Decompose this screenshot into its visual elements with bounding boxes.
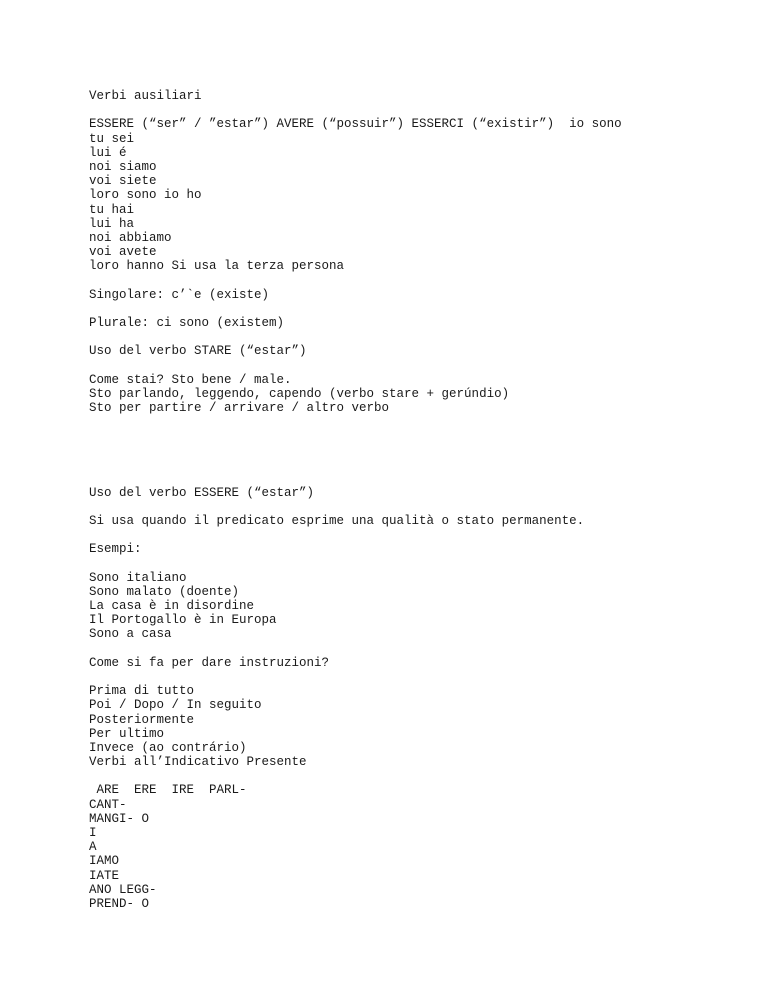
text-line: Come si fa per dare instruzioni?	[89, 655, 330, 670]
text-line: loro sono io ho	[89, 188, 202, 203]
text-line: Invece (ao contrário)	[89, 740, 247, 755]
text-line: Verbi ausiliari	[89, 89, 202, 103]
text-line: lui ha	[89, 216, 135, 231]
text-line: noi siamo	[89, 159, 157, 174]
paragraph	[89, 571, 749, 642]
text-line: Sto parlando, leggendo, capendo (verbo stare + gerúndio)	[89, 386, 510, 401]
paragraph	[89, 89, 749, 103]
text-line: IAMO	[89, 854, 120, 869]
text-line: Plurale: ci sono (existem)	[89, 316, 285, 330]
paragraph	[89, 316, 749, 330]
text-line: ESSERE (“ser” / ”estar”) AVERE (“possuir”) ESSERCI (“existir”) io sono	[89, 117, 622, 132]
document-body	[89, 89, 749, 925]
text-line: voi avete	[89, 245, 157, 260]
text-line: loro hanno Si usa la terza persona	[89, 259, 345, 274]
text-line: A	[89, 840, 97, 855]
paragraph	[89, 373, 749, 416]
text-line: tu hai	[89, 202, 135, 217]
paragraph	[89, 288, 749, 302]
text-line: Singolare: c’`e (existe)	[89, 287, 270, 302]
text-line: IATE	[89, 868, 120, 883]
paragraph	[89, 542, 749, 556]
text-line: Posteriormente	[89, 712, 195, 727]
document-section-top	[89, 89, 749, 415]
text-line: Prima di tutto	[89, 684, 195, 699]
paragraph	[89, 514, 749, 528]
text-line: Uso del verbo STARE (“estar”)	[89, 344, 307, 359]
text-line: I	[89, 826, 97, 840]
text-line: tu sei	[89, 131, 135, 146]
text-line: lui é	[89, 145, 127, 160]
text-line: PREND- O	[89, 896, 150, 911]
paragraph	[89, 783, 749, 911]
text-line: Sono malato (doente)	[89, 584, 240, 599]
document-section-bottom	[89, 486, 749, 912]
text-line: MANGI- O	[89, 811, 150, 826]
text-line: Uso del verbo ESSERE (“estar”)	[89, 485, 315, 500]
blank-gap	[89, 430, 749, 486]
text-line: ANO LEGG-	[89, 882, 157, 897]
text-line: Come stai? Sto bene / male.	[89, 372, 292, 387]
text-line: Poi / Dopo / In seguito	[89, 698, 262, 713]
text-line: Esempi:	[89, 542, 142, 557]
text-line: Sto per partire / arrivare / altro verbo	[89, 401, 390, 416]
text-line: CANT-	[89, 797, 127, 812]
text-line: Il Portogallo è in Europa	[89, 613, 277, 628]
text-line: Sono italiano	[89, 570, 187, 585]
text-line: Si usa quando il predicato esprime una qualità o stato permanente.	[89, 513, 585, 528]
text-line: Verbi all’Indicativo Presente	[89, 755, 307, 770]
paragraph	[89, 656, 749, 670]
text-line: Per ultimo	[89, 726, 165, 741]
text-line: voi siete	[89, 174, 157, 189]
text-line: noi abbiamo	[89, 230, 172, 245]
paragraph	[89, 117, 749, 273]
text-line: ARE ERE IRE PARL-	[89, 783, 247, 798]
paragraph	[89, 344, 749, 358]
paragraph	[89, 486, 749, 500]
text-line: La casa è in disordine	[89, 599, 255, 613]
paragraph	[89, 684, 749, 769]
text-line: Sono a casa	[89, 627, 172, 642]
